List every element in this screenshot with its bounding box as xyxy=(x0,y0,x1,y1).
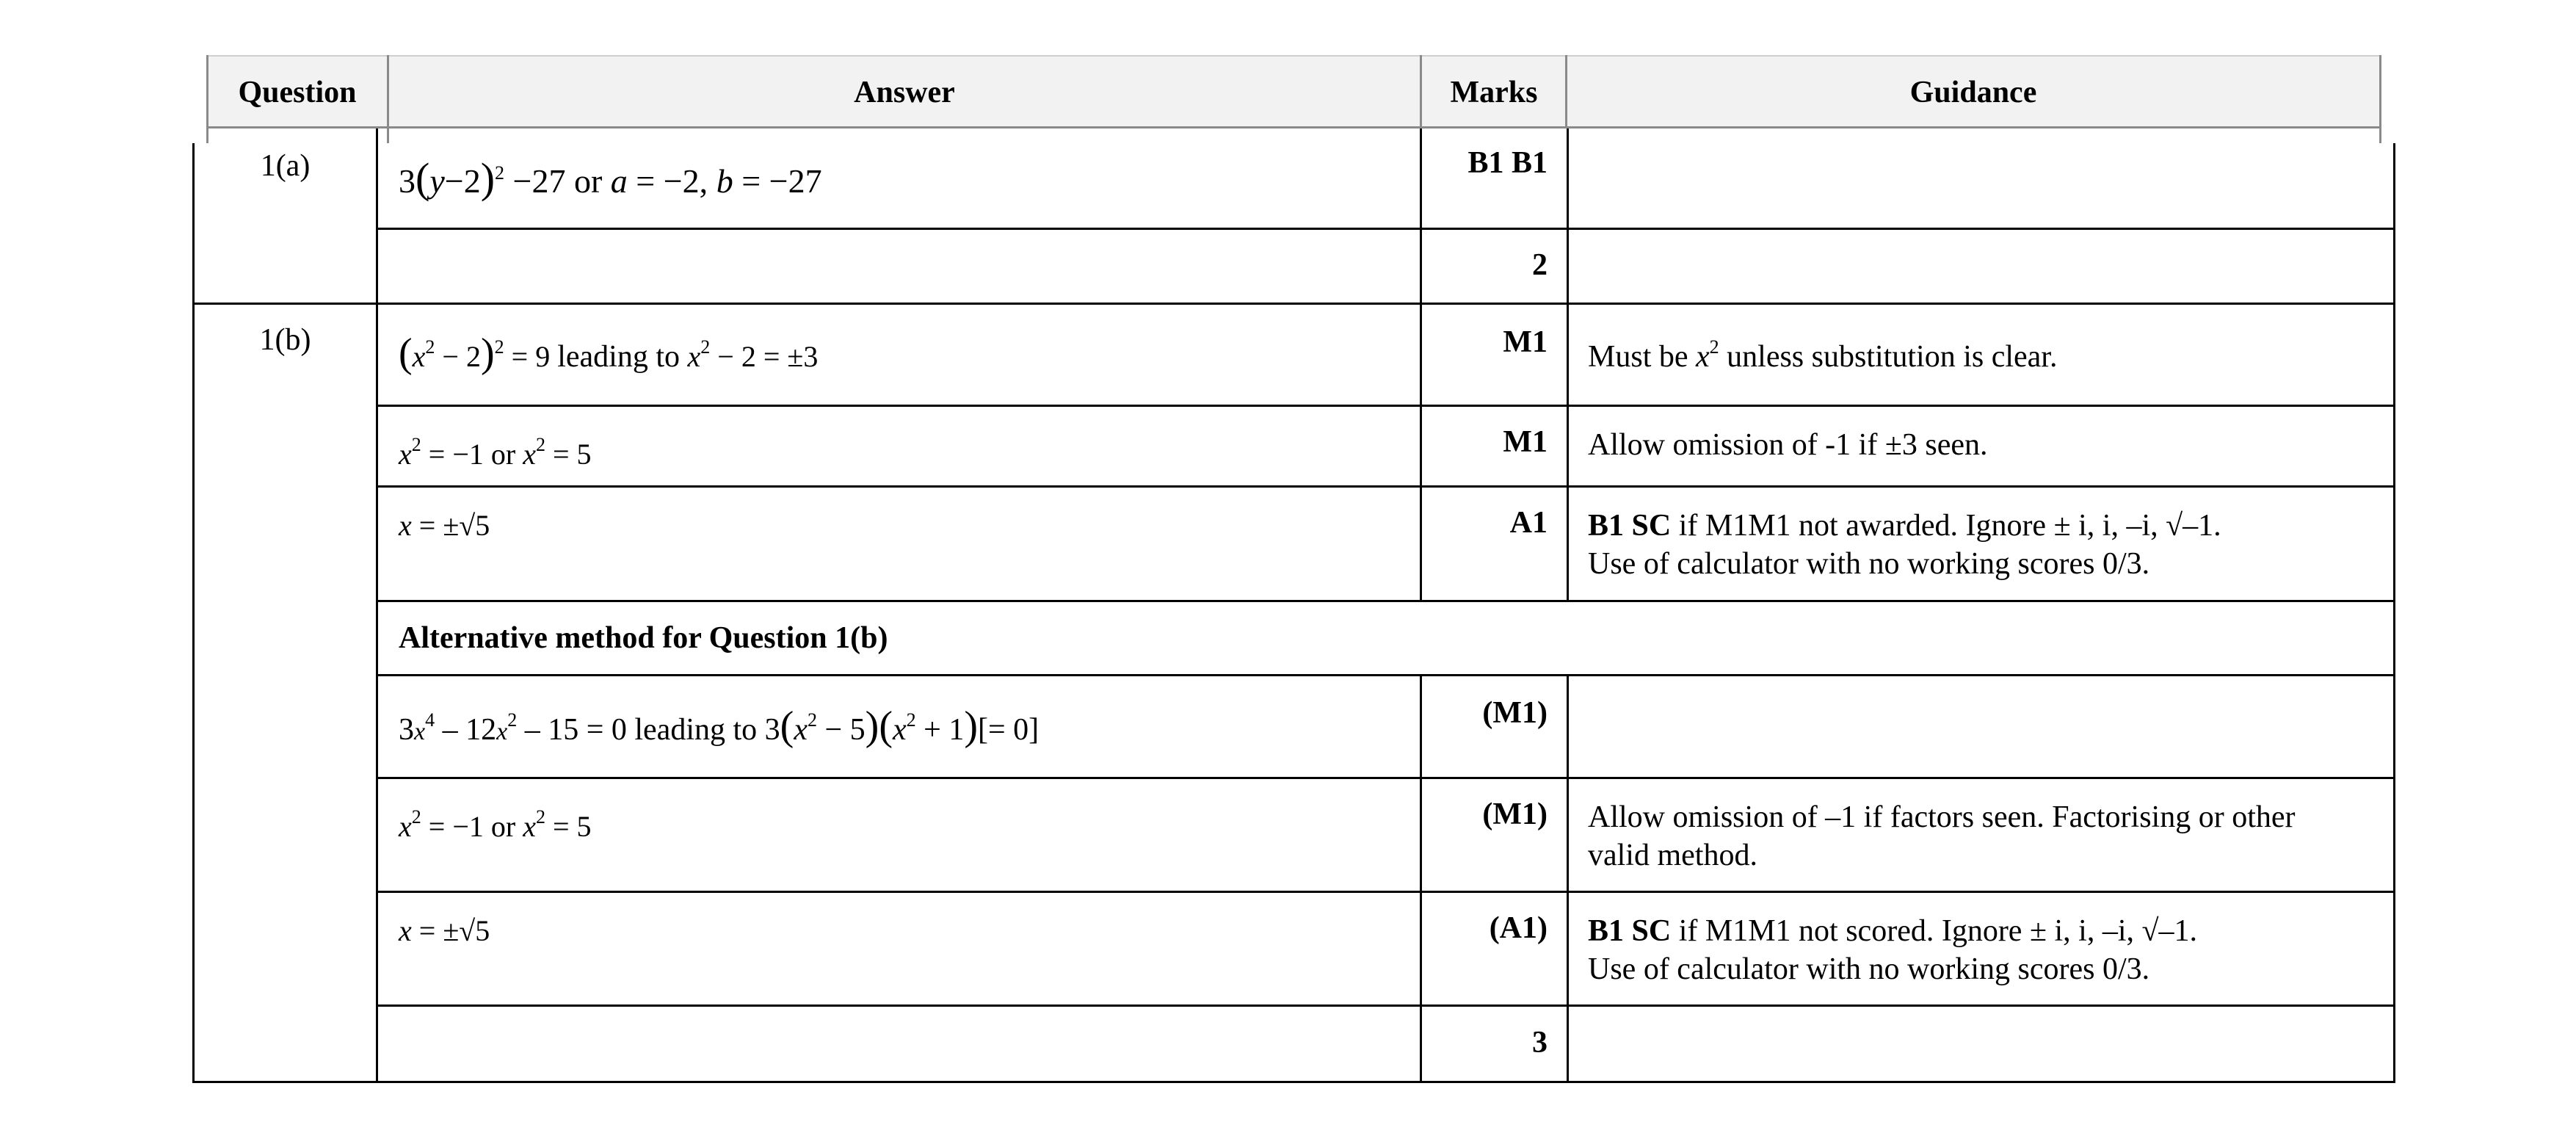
exponent: 2 xyxy=(535,434,545,455)
row-divider xyxy=(376,485,2395,488)
math-var: a xyxy=(610,162,628,200)
header-question: Question xyxy=(238,76,357,109)
answer-1b-step2 xyxy=(378,426,1419,474)
marks-alt-step1: (M1) xyxy=(1482,696,1548,730)
answer-text: 3 xyxy=(399,713,414,747)
guidance-text: Allow omission of –1 if factors seen. Factorising or other xyxy=(1588,800,2296,834)
bracket: ) xyxy=(865,703,879,749)
guidance-text: if M1M1 not scored. Ignore ± i, i, –i, √–1. xyxy=(1671,914,2198,948)
math-var: x xyxy=(687,340,701,373)
math-var: x xyxy=(794,713,808,747)
row-divider xyxy=(192,303,2395,305)
math-var: x xyxy=(414,718,426,745)
answer-text: [= 0] xyxy=(977,713,1040,747)
guidance-1b-step2: Allow omission of -1 if ±3 seen. xyxy=(1588,428,1988,462)
bracket: ) xyxy=(480,154,496,202)
marks-1a: B1 B1 xyxy=(1467,146,1548,180)
exponent: 2 xyxy=(411,806,421,828)
header-divider xyxy=(1565,55,1567,127)
table-left-border xyxy=(192,143,195,1083)
answer-text: = ±√5 xyxy=(411,509,490,542)
math-var: x xyxy=(523,438,536,471)
bracket: ( xyxy=(879,703,893,749)
answer-text: −27 or xyxy=(504,162,611,200)
marks-alt-step3: (A1) xyxy=(1489,911,1548,945)
table-right-border xyxy=(2393,143,2395,1083)
math-var: x xyxy=(523,810,536,843)
answer-text: leading to xyxy=(557,340,688,374)
exponent: 2 xyxy=(535,806,545,828)
exponent: 2 xyxy=(494,336,504,358)
exponent: 2 xyxy=(425,336,435,358)
answer-text: = 5 xyxy=(545,438,592,471)
alternative-method-title: Alternative method for Question 1(b) xyxy=(399,621,888,655)
math-var: b xyxy=(716,162,733,200)
bracket: ( xyxy=(399,330,413,376)
math-var: y xyxy=(429,162,445,200)
answer-text: = 9 xyxy=(504,340,558,373)
alt-answer-step1 xyxy=(378,701,1419,751)
answer-text: + 1 xyxy=(915,713,965,747)
answer-1b-step3 xyxy=(378,507,1419,545)
total-1b: 3 xyxy=(1532,1026,1548,1060)
marks-1b-step3: A1 xyxy=(1509,506,1548,540)
answer-text: = −1 or xyxy=(421,810,523,843)
table-bottom-border xyxy=(192,1081,2395,1083)
answer-text: − 2 = ±3 xyxy=(710,340,819,373)
guidance-text: Use of calculator with no working scores 0/3. xyxy=(1588,547,2150,581)
row-divider xyxy=(376,228,2395,230)
header-bottom-rule xyxy=(207,126,2380,128)
guidance-text: Must be xyxy=(1588,340,1696,374)
guidance-1b-step1 xyxy=(1569,328,2393,376)
row-divider xyxy=(376,600,2395,602)
row-divider xyxy=(376,674,2395,676)
question-label-1a: 1(a) xyxy=(260,149,311,183)
marks-1b-step1: M1 xyxy=(1503,325,1548,359)
exponent: 2 xyxy=(495,162,505,184)
answer-text: = −1 or xyxy=(421,438,523,471)
marks-alt-step2: (M1) xyxy=(1482,797,1548,831)
math-var: x xyxy=(399,810,412,843)
column-divider xyxy=(1567,674,1569,1083)
answer-text: = −27 xyxy=(733,162,822,200)
guidance-text: if M1M1 not awarded. Ignore ± i, i, –i, √–1. xyxy=(1671,509,2221,543)
bracket: ( xyxy=(780,703,794,749)
row-divider xyxy=(376,1005,2395,1007)
exponent: 2 xyxy=(807,709,817,731)
exponent: 2 xyxy=(906,709,916,731)
answer-text: 3 xyxy=(399,162,416,200)
guidance-text: unless substitution is clear. xyxy=(1719,340,2058,374)
total-1a: 2 xyxy=(1532,248,1548,282)
answer-text: − 2 xyxy=(435,340,481,373)
math-var: x xyxy=(892,713,907,747)
answer-1b-step1 xyxy=(378,328,1419,376)
answer-text: = −2, xyxy=(627,162,716,200)
marks-1b-step2: M1 xyxy=(1503,425,1548,459)
exponent: 2 xyxy=(700,336,711,358)
question-label-1b: 1(b) xyxy=(259,323,311,357)
exponent: 4 xyxy=(425,709,435,731)
header-divider xyxy=(206,55,208,143)
alt-answer-step3 xyxy=(378,912,1419,950)
header-divider xyxy=(1420,55,1422,127)
answer-1a xyxy=(378,154,1419,200)
header-divider xyxy=(387,55,389,143)
answer-text: – 12 xyxy=(435,713,497,747)
guidance-text: valid method. xyxy=(1588,839,1757,872)
math-var: x xyxy=(399,438,412,471)
answer-text: −2 xyxy=(444,162,481,200)
guidance-1b-step3 xyxy=(1569,507,2393,583)
alt-answer-step2 xyxy=(378,798,1419,846)
math-var: x xyxy=(412,340,426,373)
answer-text: – 15 = 0 leading to 3 xyxy=(517,713,780,747)
header-guidance: Guidance xyxy=(1909,76,2037,109)
answer-text: = 5 xyxy=(545,810,592,843)
exponent: 2 xyxy=(411,434,421,455)
table-header xyxy=(207,55,2380,128)
math-var: x xyxy=(399,914,412,947)
bracket: ( xyxy=(416,154,430,202)
guidance-bold: B1 SC xyxy=(1588,509,1672,543)
answer-text: − 5 xyxy=(816,713,866,747)
header-marks: Marks xyxy=(1450,76,1538,109)
answer-text: = ±√5 xyxy=(411,914,490,947)
header-answer: Answer xyxy=(854,76,955,109)
row-divider xyxy=(376,405,2395,407)
bracket: ) xyxy=(964,703,978,749)
guidance-bold: B1 SC xyxy=(1588,914,1672,948)
guidance-text: Use of calculator with no working scores 0/3. xyxy=(1588,952,2150,986)
guidance-alt-step2 xyxy=(1569,798,2393,875)
row-divider xyxy=(376,891,2395,893)
exponent: 2 xyxy=(507,709,518,731)
row-divider xyxy=(376,777,2395,779)
guidance-alt-step3 xyxy=(1569,912,2393,988)
math-var: x xyxy=(1696,340,1710,374)
math-var: x xyxy=(399,509,412,542)
column-divider xyxy=(1420,674,1422,1083)
header-divider xyxy=(2379,55,2381,143)
exponent: 2 xyxy=(1709,336,1719,358)
math-var: x xyxy=(496,718,508,745)
bracket: ) xyxy=(480,330,495,376)
